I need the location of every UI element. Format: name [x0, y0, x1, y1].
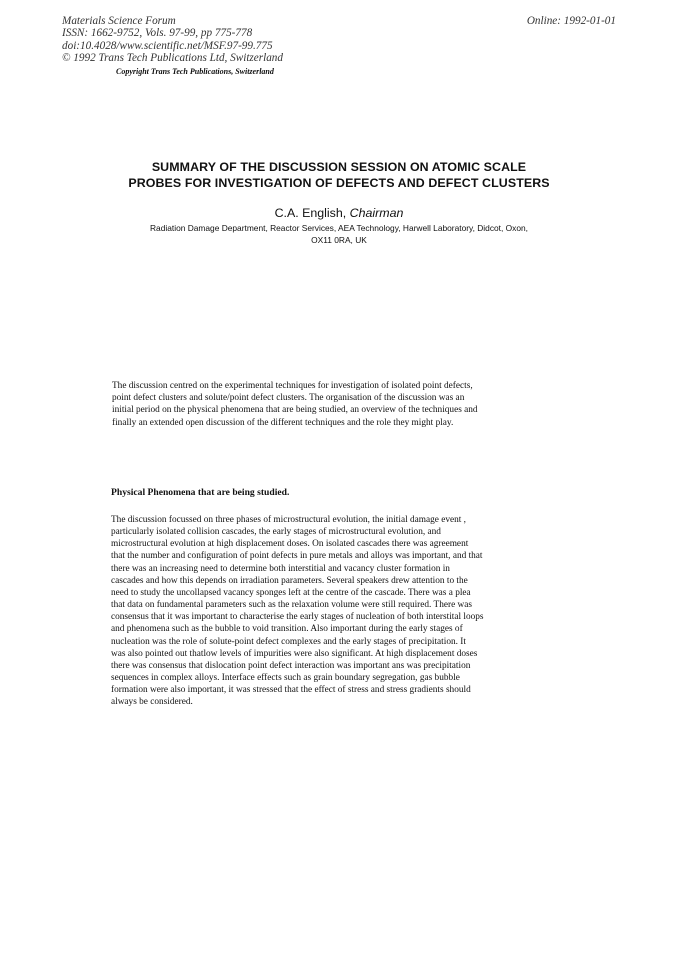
publisher-line: © 1992 Trans Tech Publications Ltd, Switzerland: [62, 52, 283, 65]
body-line: there was consensus that dislocation point defect interaction was important ans was precipitation: [111, 660, 471, 671]
body-line: cascades and how this depends on irradiation parameters. Several speakers drew attention to the: [111, 575, 468, 586]
section-body: [111, 514, 571, 709]
body-line: sequences in complex alloys. Interface effects such as grain boundary segregation, gas bubble: [111, 673, 460, 684]
title-line-2: PROBES FOR INVESTIGATION OF DEFECTS AND DEFECT CLUSTERS: [128, 176, 550, 190]
abstract: [112, 380, 562, 429]
author-name: C.A. English,: [274, 206, 347, 220]
issn-line: ISSN: 1662-9752, Vols. 97-99, pp 775-778: [62, 27, 253, 40]
author-line: [0, 206, 678, 220]
body-line: and phenomena such as the bubble to void transition. Also important during the early stages of: [111, 624, 463, 635]
author-role: Chairman: [349, 206, 404, 220]
title-line-1: SUMMARY OF THE DISCUSSION SESSION ON ATOMIC SCALE: [151, 160, 527, 174]
paper-title: [0, 159, 678, 191]
body-line: formation were also important, it was stressed that the effect of stress and stress gradients should: [111, 685, 471, 696]
body-line: need to study the uncollapsed vacancy sponges left at the centre of the cascade. There was a plea: [111, 587, 471, 598]
body-line: consensus that it was important to characterise the early stages of nucleation of both interstital loops: [111, 612, 484, 623]
body-line: always be considered.: [111, 697, 193, 708]
affiliation-line-2: OX11 0RA, UK: [311, 234, 367, 245]
body-line: particularly isolated collision cascades, the early stages of microstructural evolution, and: [111, 527, 441, 538]
abstract-line: point defect clusters and solute/point defect clusters. The organisation of the discussion was an: [112, 393, 465, 404]
affiliation-line-1: Radiation Damage Department, Reactor Services, AEA Technology, Harwell Laboratory, Didcot, Oxon,: [150, 223, 528, 233]
body-line: that data on fundamental parameters such as the relaxation volume were still required. There was: [111, 600, 472, 611]
abstract-line: initial period on the physical phenomena that are being studied, an overview of the techniques and: [112, 405, 478, 416]
copyright-notice: Copyright Trans Tech Publications, Switzerland: [116, 67, 274, 76]
section-heading: Physical Phenomena that are being studied.: [111, 487, 290, 498]
body-line: there was an increasing need to determine both interstitial and vacancy cluster formation in: [111, 563, 450, 574]
body-line: that the number and configuration of point defects in pure metals and alloys was important, and that: [111, 551, 483, 562]
journal-name: Materials Science Forum: [62, 15, 176, 27]
body-line: microstructural evolution at high displacement doses. On isolated cascades there was agreement: [111, 539, 469, 550]
body-line: nucleation was the role of solute-point defect complexes and the early stages of precipitation. It: [111, 636, 466, 647]
doi-line: doi:10.4028/www.scientific.net/MSF.97-99.775: [62, 39, 273, 52]
abstract-line: The discussion centred on the experimental techniques for investigation of isolated point defects,: [112, 381, 473, 391]
online-date: Online: 1992-01-01: [526, 15, 616, 27]
body-line: The discussion focussed on three phases of microstructural evolution, the initial damage event ,: [111, 515, 466, 525]
journal-header: [62, 15, 422, 65]
affiliation: [0, 223, 678, 246]
body-line: was also pointed out thatlow levels of impurities were also significant. At high displacement doses: [111, 648, 478, 659]
abstract-line: finally an extended open discussion of the different techniques and the role they might play.: [112, 417, 454, 428]
